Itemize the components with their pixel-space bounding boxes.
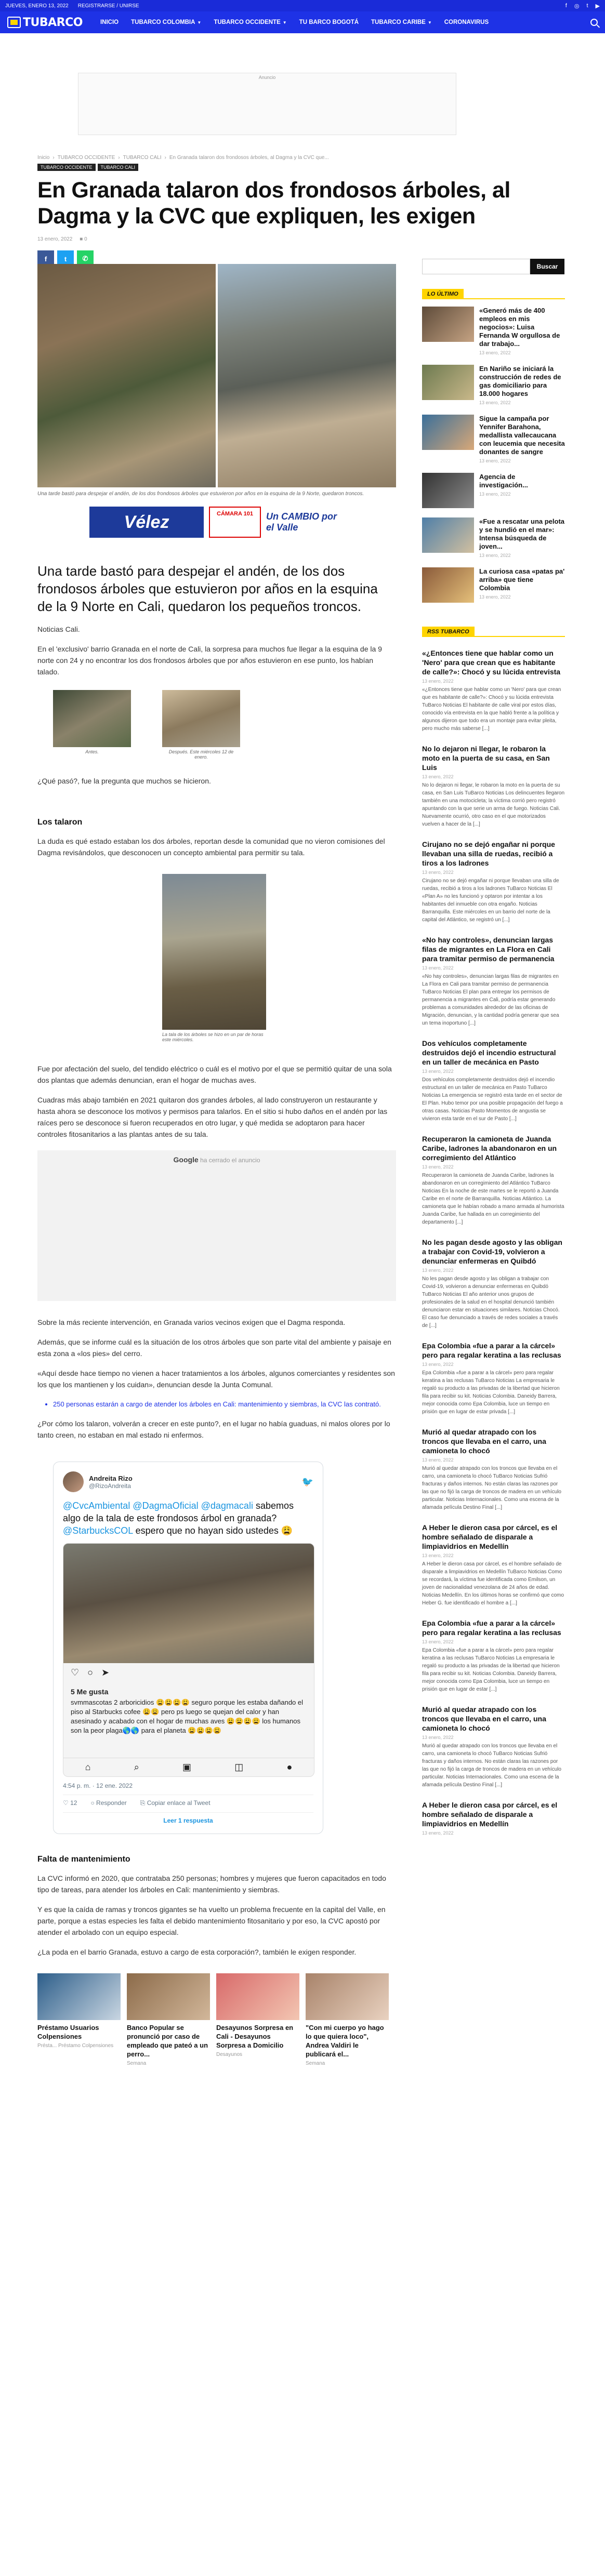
nav-item-occidente[interactable]: TUBARCO OCCIDENTE ▼ — [214, 19, 287, 25]
paragraph: ¿Por cómo los talaron, volverán a crecer en este punto?, en el lugar no había guaduas, ni malos olores por lo tanto creen, no estaban en mal estado ni enfermos. — [37, 1419, 390, 1439]
rss-item[interactable]: Cirujano no se dejó engañar ni porque llevaban una silla de ruedas, recibió a tiros a los ladrones 13 enero, 2022 Cirujano no se dejó engañar ni porque llevaban una silla de ruedas, recibió a tiros a los ladrones TuBarco Noticias El «Plan A» no les funcionó y optaron por intentar a los habitantes del inmueble con otra engaño. Noticias Barranquilla. Este miércoles en un barrio del norte de la capital del Atlántico, se registró un [...] — [422, 840, 559, 923]
sponsored-ad[interactable]: Banco Popular se pronunció por caso de empleado que pateó a un perro... Semana — [127, 1973, 210, 2066]
sponsored-ads — [37, 1973, 396, 2066]
article-meta — [37, 236, 568, 242]
tweet-like-button[interactable]: ♡ 12 — [63, 1799, 77, 1807]
sidebar-search — [422, 259, 565, 274]
article-title: En Granada talaron dos frondosos árboles, al Dagma y la CVC que expliquen, les exigen — [37, 178, 510, 229]
avatar[interactable] — [63, 1471, 84, 1492]
list-item[interactable]: «Generó más de 400 empleos en mis negocios»: Luisa Fernanda W orgullosa de dar trabajo... 13 enero, 2022 — [422, 307, 565, 355]
paragraph: ¿La poda en el barrio Granada, estuvo a cargo de esta corporación?, también le exigen responder. — [37, 1948, 357, 1956]
paragraph: Y es que la caída de ramas y troncos gigantes se ha vuelto un problema frecuente en la capital del Valle, en parte, porque a estas especies les falta el debido mantenimiento fitosanitario y por eso, la CVC apostó por atender el arbolado con un equipo especial. — [37, 1905, 386, 1936]
read-replies-link[interactable]: Leer 1 respuesta — [63, 1812, 313, 1824]
list-item[interactable]: «Fue a rescatar una pelota y se hundió en el mar»: Intensa búsqueda de joven... 13 enero, 2022 — [422, 517, 565, 558]
after-caption: Después. Este miércoles 12 de enero. — [168, 749, 234, 760]
photo-bottom-nav — [63, 1758, 314, 1776]
tweet-copy-link-button[interactable]: ⎘ Copiar enlace al Tweet — [140, 1799, 211, 1807]
rss-item[interactable]: Murió al quedar atrapado con los troncos que llevaba en el carro, una camioneta lo chocó 13 enero, 2022 Murió al quedar atrapado con los troncos que llevaba en el carro, una camioneta lo chocó TuBarco Noticias Sufrió fracturas y daños internos. No están claras las razones por las que no fijó la carga de troncos de madera en un vehículo particular. Noticias Internacionales. Como una escena de la afamada película Destino Final [...] — [422, 1705, 561, 1788]
rss-item[interactable]: Epa Colombia «fue a parar a la cárcel» pero para regalar keratina a las reclusas 13 enero, 2022 Epa Colombia «fue a parar a la cárcel» pero para regalar keratina a las reclusas TuBarco Noticias La empresaria le regaló su producto a las privadas de la libertad que hicieron fila para recibir su kit. Noticias Colombia. Daneidy Barrera, mejor conocida como Epa Colombia, luce un tiempo en prisión que en lugar de estar privada [...] — [422, 1342, 561, 1415]
campaign-banner[interactable] — [71, 505, 362, 539]
sponsored-ad[interactable]: Desayunos Sorpresa en Cali - Desayunos Sorpresa a Domicilio Desayunos — [216, 1973, 299, 2066]
related-links — [53, 1399, 396, 1410]
twitter-icon[interactable]: t — [586, 2, 588, 9]
nav-item-coronavirus[interactable]: CORONAVIRUS — [444, 19, 489, 25]
rss-item[interactable]: A Heber le dieron casa por cárcel, es el hombre señalado de disparale a limpiavidrios en Medellín 13 enero, 2022 — [422, 1801, 558, 1836]
search-input[interactable] — [422, 259, 530, 274]
latest-header: LO ÚLTIMO — [422, 289, 464, 299]
tweet-reply-button[interactable]: ○ Responder — [90, 1799, 127, 1807]
category-tag[interactable]: TUBARCO CALI — [98, 164, 139, 171]
rss-item[interactable]: «¿Entonces tiene que hablar como un 'Nero' para que crean que es habitante de calle?»: Chocó y su lúcida entrevista 13 enero, 2022 «¿Entonces tiene que hablar como un 'Nero' para que crean que es habitante de calle?»: Chocó y su lúcida entrevista TuBarco Noticias El habitante de calle viral por estos días, conocido vía entrevista en la que habló frente a la política y algunos dijeron que todo era un montaje para evitar pleita, pero mucho más saberse [...] — [422, 649, 561, 732]
google-ad-brand: Google — [173, 1156, 199, 1164]
instagram-icon[interactable]: ◎ — [574, 3, 580, 9]
banner-block-slogan: Un CAMBIO por el Valle — [266, 511, 337, 533]
breadcrumb-home[interactable]: Inicio — [37, 155, 50, 161]
comments-count[interactable]: ■ 0 — [80, 236, 87, 242]
hero-photo-before — [37, 264, 216, 487]
sponsored-ad[interactable]: "Con mi cuerpo yo hago lo que quiera loco", Andrea Valdiri le publicará el... Semana — [306, 1973, 389, 2066]
nav-item-inicio[interactable]: INICIO — [100, 19, 119, 25]
youtube-icon[interactable]: ▶ — [595, 3, 600, 9]
rss-item[interactable]: No les pagan desde agosto y las obligan a trabajar con Covid-19, volvieron a denunciar enfermeras en Quibdó 13 enero, 2022 No les pagan desde agosto y las obligan a trabajar con Covid-19, volvieron a denunciar enfermeras en Quibdó TuBarco Noticias El año anterior unos grupos de profesionales de la salud en el hospital denunció también denunciaron estar en situaciones similares. Noticias Chocó. El caso fue denunciado a través de redes sociales a través de [...] — [422, 1238, 562, 1329]
search-button[interactable]: Buscar — [530, 259, 564, 274]
profile-icon: ● — [286, 1762, 293, 1772]
breadcrumb-cali[interactable]: TUBARCO CALI — [123, 155, 162, 161]
top-ad[interactable] — [78, 73, 456, 135]
comment-icon: ■ — [80, 236, 85, 242]
category-tags — [37, 164, 568, 171]
rss-item[interactable]: Dos vehículos completamente destruidos dejó el incendio estructural en un taller de mecánica en Pasto 13 enero, 2022 Dos vehículos completamente destruidos dejó el incendio estructural en un taller de mecánica en Pasto TuBarco Noticias La emergencia se registró esta tarde en el sector de El Plan. Hubo temor por una posible propagación del fuego a otras casas. Noticias Pasto Momentos de angustia se vivieron esta tarde en el sur de Pasto [...] — [422, 1039, 563, 1122]
paragraph: Fue por afectación del suelo, del tendido eléctrico o cuál es el motivo por el que se permitió quitar de una sola dos plantas que además denuncian, eran el hogar de muchas aves. — [37, 1065, 392, 1084]
chevron-down-icon: ▼ — [282, 20, 287, 25]
home-icon: ⌂ — [85, 1762, 91, 1772]
nav-item-caribe[interactable]: TUBARCO CARIBE ▼ — [371, 19, 432, 25]
photo-caption: svmmascotas 2 arboricidios 😩😩😩😩 seguro porque les estaba dañando el piso al Starbucks cofee 😩😩 pero ps luego se quejan del calor y han asesinado y acabado con el hogar de muchas aves 😩😩😩😩 los humanos son la peor plaga🌎🌎 para el planeta 😩😩😩😩 — [71, 1698, 304, 1734]
share-whatsapp-button[interactable]: ✆ — [77, 250, 94, 267]
sponsored-ad[interactable]: Préstamo Usuarios Colpensiones Présta... Préstamo Colpensiones — [37, 1973, 121, 2066]
send-icon: ➤ — [101, 1667, 110, 1678]
tweet-photo-image — [63, 1544, 314, 1663]
rss-item[interactable]: Murió al quedar atrapado con los troncos que llevaba en el carro, una camioneta lo chocó 13 enero, 2022 Murió al quedar atrapado con los troncos que llevaba en el carro, una camioneta lo chocó TuBarco Noticias Sufrió fracturas y daños internos. No están claras las razones por las que no fijó la carga de troncos de madera en un vehículo particular. Noticias Internacionales. Como una escena de la afamada película Destino Final [...] — [422, 1428, 561, 1510]
rss-item[interactable]: «No hay controles», denuncian largas filas de migrantes en La Flora en Cali para tramitar permiso de permanencia 13 enero, 2022 «No hay controles», denuncian largas filas de migrantes en La Flora en Cali para tramitar permiso de permanencia TuBarco Noticias El plan para entregar los permisos de permanencia a migrantes en Cali, podría estar generando problemas a comunidades alrededor de las oficinas de Migración, denuncian, y la cantidad podría generar que sea un tema inoportuno [...] — [422, 936, 559, 1026]
share-twitter-button[interactable]: t — [57, 250, 74, 267]
tweet-timestamp[interactable]: 4:54 p. m. · 12 ene. 2022 — [63, 1782, 133, 1789]
related-link[interactable]: • 250 personas estarán a cargo de atender los árboles en Cali: mantenimiento y siembras, la CVC las contrató. — [53, 1399, 396, 1410]
hero-photo-after — [218, 264, 396, 487]
banner-block-name: Vélez — [89, 507, 204, 538]
comment-icon: ○ — [87, 1667, 94, 1678]
after-image — [162, 690, 240, 760]
breadcrumb-occidente[interactable]: TUBARCO OCCIDENTE — [57, 155, 115, 161]
content — [37, 155, 568, 2066]
shop-icon: ◫ — [234, 1762, 244, 1772]
category-tag[interactable]: TUBARCO OCCIDENTE — [37, 164, 96, 171]
reply-icon: ○ — [90, 1799, 97, 1807]
ad-label: Anuncio — [258, 75, 276, 80]
nav-item-bogota[interactable]: TU BARCO BOGOTÁ — [299, 19, 359, 25]
tweet-mentions[interactable]: @CvcAmbiental @DagmaOficial @dagmacali — [63, 1501, 253, 1511]
article-body — [37, 264, 396, 2066]
subheading-talaron: Los talaron — [37, 818, 83, 827]
nav-item-colombia[interactable]: TUBARCO COLOMBIA ▼ — [131, 19, 202, 25]
list-item[interactable]: Agencia de investigación... 13 enero, 2022 — [422, 473, 565, 508]
hero-image — [37, 264, 396, 487]
rss-header: RSS TUBARCO — [422, 627, 475, 637]
breadcrumb: Inicio › TUBARCO OCCIDENTE › TUBARCO CALI › En Granada talaron dos frondosos árboles, al Dagma y la CVC que... — [37, 155, 329, 161]
hero-caption: Una tarde bastó para despejar el andén, de los dos frondosos árboles que estuvieron por años en la esquina de la 9 Norte, quedaron troncos. — [37, 491, 364, 497]
paragraph: «Aquí desde hace tiempo no vienen a hacer tratamientos a los árboles, algunos comerciantes y residentes son los que los mantienen y los cuidan», denuncian desde la Junta Comunal. — [37, 1369, 395, 1389]
register-link[interactable]: REGISTRARSE / UNIRSE — [77, 3, 139, 9]
paragraph: La CVC informó en 2020, que contrataba 250 personas; hombres y mujeres que fueron capacitados en todo tipo de tareas, para atender los árboles en Cali: mantenimiento y siembras. — [37, 1874, 386, 1894]
photo-likes: 5 Me gusta — [71, 1688, 109, 1696]
link-icon: ⎘ — [140, 1799, 147, 1807]
paragraph: Cuadras más abajo también en 2021 quitaron dos grandes árboles, al lado construyeron un restaurante y hasta ahora se desconoce los motivos y permisos para talarlos. En el sitio si hubo daños en el andén por las raíces pero se desconoce si fueron recuperados en otro lugar, y qué medida se adoptaron para hacer controles fitosanitarios a las plantas antes de su tala. — [37, 1096, 388, 1138]
tweet-author-handle[interactable]: @RizoAndreita — [89, 1482, 131, 1490]
before-image — [53, 690, 131, 760]
street-photo-caption: La tala de los árboles se hizo en un par de horas este miércoles. — [162, 1032, 264, 1042]
tweet-mention[interactable]: @StarbucksCOL — [63, 1525, 133, 1536]
article-author: Noticias Cali. — [37, 625, 80, 633]
rss-item[interactable]: A Heber le dieron casa por cárcel, es el hombre señalado de disparale a limpiavidrios en Medellín 13 enero, 2022 A Heber le dieron casa por cárcel, es el hombre señalado de disparale a limpiavidrios en Medellín TuBarco Noticias Como se recordará, la víctima fue identificada como Emilson, un joven de nacionalidad venezolana de 24 años de edad. Noticias Medellín. En los últimos horas se confirmó que como Heber G. fue identificado el hombre a [...] — [422, 1523, 564, 1606]
rss-item[interactable]: No lo dejaron ni llegar, le robaron la moto en la puerta de su casa, en San Luis 13 enero, 2022 No lo dejaron ni llegar, le robaron la moto en la puerta de su casa, en San Luis TuBarco Noticias Los delincuentes llegaron también en una motocicleta; la víctima corrió pero registró apuntando con la que serie un arma de fuego. Noticias Cali. Nuevamente ocurrió, otro caso en el que motorizados vuelven a hacer de la [...] — [422, 745, 565, 827]
rss-item[interactable]: Recuperaron la camioneta de Juanda Caribe, ladrones la abandonaron en un corregimiento del Atlántico 13 enero, 2022 Recuperaron la camioneta de Juanda Caribe, ladrones la abandonaron en un corregimiento del Atlántico TuBarco Noticias En la noche de este martes se le reportó a Juanda Caribe en el norte de Barranquilla. Noticias Atlántico. La camioneta que le habían robado a mano armada al humorista Juanda Caribe, fue hallada en un corregimiento del departamento [...] — [422, 1135, 564, 1225]
tweet-photo[interactable] — [63, 1543, 314, 1777]
paragraph: La duda es qué estado estaban los dos árboles, reportan desde la comunidad que no vieron comisiones del Dagma revisándolos, que desconocen un concepto ambiental para permitir su tala. — [37, 837, 385, 857]
paragraph: Sobre la más reciente intervención, en Granada varios vecinos exigen que el Dagma responda. — [37, 1318, 346, 1326]
rss-item[interactable]: Epa Colombia «fue a parar a la cárcel» pero para regalar keratina a las reclusas 13 enero, 2022 Epa Colombia «fue a parar a la cárcel» pero para regalar keratina a las reclusas TuBarco Noticias La empresaria le regaló su producto a las privadas de la libertad que hicieron fila para recibir su kit. Noticias Colombia. Daneidy Barrera, mejor conocida como Epa Colombia, luce un tiempo en prisión que en lugar de estar [...] — [422, 1619, 561, 1692]
google-ad-closed[interactable] — [37, 1150, 396, 1301]
heart-icon: ♡ — [71, 1667, 80, 1678]
search-icon[interactable] — [590, 19, 598, 26]
article-lead: Una tarde bastó para despejar el andén, de los dos frondosos árboles que estuvieron por años en la esquina de la 9 Norte en Cali, quedaron los pequeños troncos. — [37, 563, 378, 614]
breadcrumb-current: En Granada talaron dos frondosos árboles, al Dagma y la CVC que... — [169, 155, 329, 161]
rss-list — [422, 648, 565, 1836]
chevron-down-icon: ▼ — [197, 20, 202, 25]
tweet-author-name[interactable]: Andreita Rizo — [89, 1474, 133, 1482]
list-item[interactable]: La curiosa casa «patas pa' arriba» que tiene Colombia 13 enero, 2022 — [422, 567, 565, 603]
embedded-tweet[interactable] — [53, 1462, 323, 1834]
sidebar — [422, 259, 565, 1836]
chevron-down-icon: ▼ — [427, 20, 432, 25]
facebook-icon[interactable]: f — [565, 2, 567, 9]
search-icon: ⌕ — [134, 1762, 139, 1772]
logo-mark-icon — [7, 17, 21, 28]
site-logo[interactable]: TUBARCO — [7, 16, 83, 29]
banner-block-camara: CÁMARA 101 — [209, 507, 261, 538]
tweet-text: @CvcAmbiental @DagmaOficial @dagmacali sabemos algo de la tala de este frondosos árbol en granada? @StarbucksCOL espero que no hayan sido ustedes 😩 — [63, 1501, 294, 1536]
latest-list — [422, 307, 565, 603]
street-photo — [162, 874, 266, 1042]
before-caption: Antes. — [85, 749, 99, 754]
subheading-mantenimiento: Falta de mantenimiento — [37, 1855, 130, 1864]
tweet-actions — [63, 1795, 313, 1807]
article-date: 13 enero, 2022 — [37, 236, 73, 242]
paragraph: Además, que se informe cuál es la situación de los otros árboles que son parte vital del ambiente y paisaje en esta zona a «los pies» del cerro. — [37, 1338, 391, 1358]
top-bar — [0, 0, 605, 11]
twitter-bird-icon[interactable]: 🐦 — [301, 1476, 313, 1487]
share-facebook-button[interactable]: f — [37, 250, 54, 267]
main-nav — [0, 11, 605, 33]
before-after-images — [53, 690, 396, 760]
heart-icon: ♡ — [63, 1799, 71, 1807]
reels-icon: ▣ — [182, 1762, 192, 1772]
list-item[interactable]: Sigue la campaña por Yennifer Barahona, medallista vallecaucana con leucemia que necesita donantes de sangre 13 enero, 2022 — [422, 415, 565, 463]
paragraph: En el 'exclusivo' barrio Granada en el norte de Cali, la sorpresa para muchos fue llegar a la esquina de la 9 norte con 24 y no encontrar los dos frondosos árboles que por años estuvieron en ese punto, los habían talado. — [37, 645, 382, 676]
google-ad-note: ha cerrado el anuncio — [200, 1157, 260, 1164]
list-item[interactable]: En Nariño se iniciará la construcción de redes de gas domiciliario para 18.000 hogares 13 enero, 2022 — [422, 365, 565, 405]
current-date: JUEVES, ENERO 13, 2022 — [5, 3, 69, 9]
paragraph: ¿Qué pasó?, fue la pregunta que muchos se hicieron. — [37, 777, 211, 785]
